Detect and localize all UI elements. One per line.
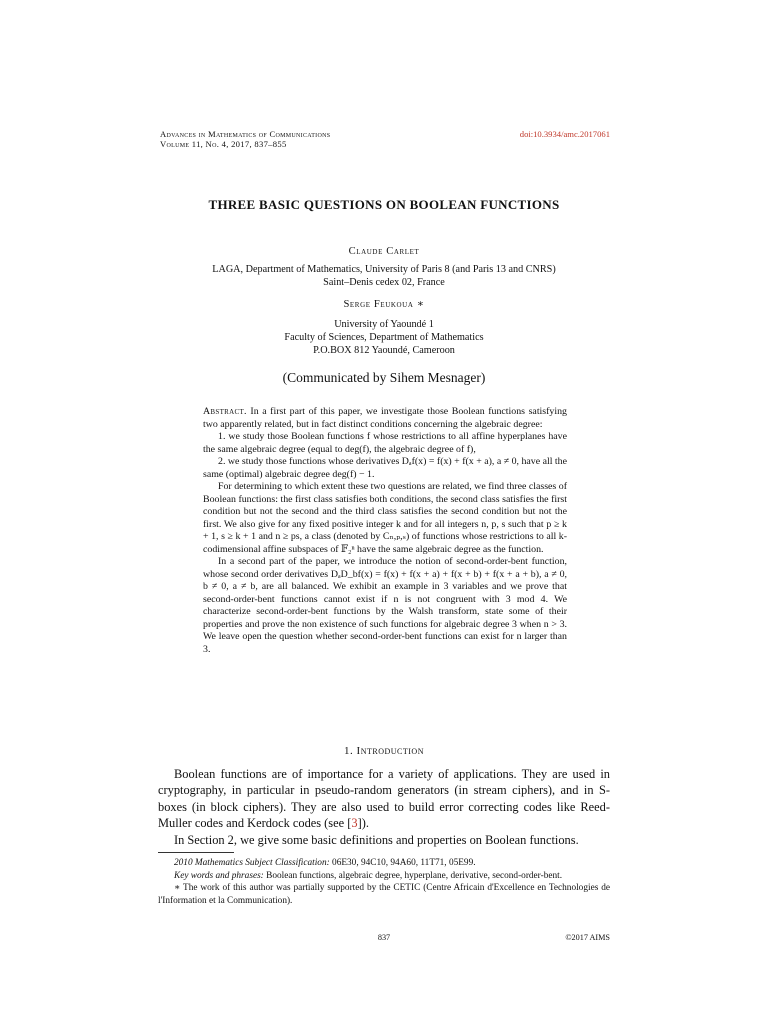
author-name: Serge Feukoua ∗: [343, 299, 425, 310]
copyright: ©2017 AIMS: [565, 933, 610, 942]
abstract-label: Abstract.: [203, 406, 247, 417]
communicated-by: (Communicated by Sihem Mesnager): [282, 370, 486, 385]
affiliation-line: Saint–Denis cedex 02, France: [323, 277, 445, 289]
abstract: [203, 406, 567, 656]
footnotes: [158, 857, 610, 907]
journal-name: Advances in Mathematics of Communications: [160, 129, 331, 139]
footnote-support: ∗ The work of this author was partially supported by the CETIC (Centre Africain d'Excellence en Technologies de l'Information et la Communication).: [158, 883, 610, 906]
paper-title: THREE BASIC QUESTIONS ON BOOLEAN FUNCTIONS: [208, 197, 560, 212]
abstract-paragraph: 2. we study those functions whose derivatives Dₐf(x) = f(x) + f(x + a), a ≠ 0, have all the same (optimal) algebraic degree deg(f) − 1.: [203, 456, 567, 480]
citation-link[interactable]: 3: [351, 816, 358, 831]
doi-link[interactable]: doi:10.3934/amc.2017061: [519, 129, 610, 139]
affiliation-line: LAGA, Department of Mathematics, University of Paris 8 (and Paris 13 and CNRS): [212, 264, 556, 275]
footnote-keywords: Key words and phrases: Boolean functions, algebraic degree, hyperplane, derivative, second-order-bent.: [174, 870, 563, 881]
footnote-divider: [158, 852, 234, 853]
abstract-paragraph: For determining to which extent these two questions are related, we find three classes of Boolean functions: the first class satisfies both conditions, the second class satisfies the first condition but not the second and the third class satisfies the second condition but not the first. We also give for any fixed positive integer k and for all integers n, p, s such that p ≥ k + 1, s ≥ k + 1 and n ≥ ps, a class (denoted by Cₙ,ₚ,ₛ) of functions whose restrictions to all k-codimensional affine subspaces of 𝔽₂ⁿ have the same algebraic degree as the function.: [203, 481, 567, 555]
author-affiliation: [0, 263, 768, 289]
author-affiliation: [0, 318, 768, 358]
body-paragraph: Boolean functions are of importance for a variety of applications. They are used in cryptography, in particular in pseudo-random generators (in stream ciphers), and in S-boxes (in block ciphers). They are also used to build error correcting codes like Reed-Muller codes and Kerdock codes (see [3]).: [158, 767, 610, 831]
affiliation-line: Faculty of Sciences, Department of Mathematics: [284, 332, 484, 344]
footnote-msc: 2010 Mathematics Subject Classification: 06E30, 94C10, 94A60, 11T71, 05E99.: [174, 858, 476, 868]
section-heading: 1. Introduction: [344, 745, 424, 757]
page-number: 837: [377, 933, 391, 942]
author-name: Claude Carlet: [348, 246, 420, 257]
abstract-paragraph: Abstract. In a first part of this paper, we investigate those Boolean functions satisfying two apparently related, but in fact distinct conditions concerning the algebraic degree:: [203, 406, 567, 430]
affiliation-line: University of Yaoundé 1: [334, 319, 434, 330]
affiliation-line: P.O.BOX 812 Yaoundé, Cameroon: [313, 345, 455, 357]
abstract-paragraph: In a second part of the paper, we introduce the notion of second-order-bent function, whose second order derivatives DₐD_bf(x) = f(x) + f(x + a) + f(x + b) + f(x + a + b), a ≠ 0, b ≠ 0, a ≠ b, are all balanced. We exhibit an example in 3 variables and we prove that second-order-bent functions cannot exist if n is not congruent with 3 mod 4. We characterize second-order-bent functions by the Walsh transform, state some of their properties and prove the non existence of such functions for algebraic degree 3 when n > 3. We leave open the question whether second-order-bent functions can exist for n larger than 3.: [203, 556, 567, 655]
abstract-paragraph: 1. we study those Boolean functions f whose restrictions to all affine hyperplanes have the same algebraic degree (equal to deg(f), the algebraic degree of f),: [203, 431, 567, 455]
body-paragraph: In Section 2, we give some basic definitions and properties on Boolean functions.: [174, 832, 579, 847]
body-text: [158, 766, 610, 848]
journal-volume: Volume 11, No. 4, 2017, 837–855: [160, 139, 287, 149]
